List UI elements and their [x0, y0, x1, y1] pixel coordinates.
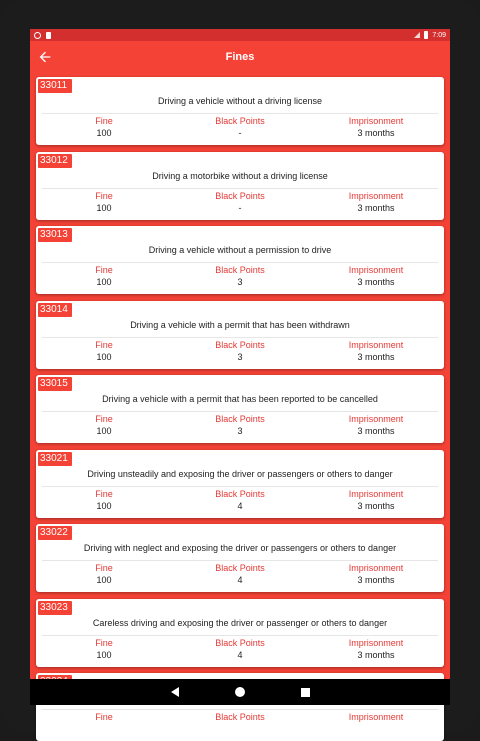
- app-bar: [30, 41, 450, 73]
- black-points-value: -: [238, 202, 242, 213]
- imprisonment-column: [308, 339, 444, 363]
- fine-column: [36, 711, 172, 723]
- fine-code-badge: 33022: [38, 526, 72, 540]
- imprisonment-value: 3 months: [357, 575, 395, 585]
- fine-description: Driving with neglect and exposing the driver or passengers or others to danger: [83, 543, 397, 553]
- fine-details: [36, 413, 444, 437]
- fine-label: Fine: [95, 265, 113, 275]
- fine-value: 100: [96, 426, 112, 436]
- battery-icon: [424, 31, 428, 39]
- imprisonment-value: 3 months: [357, 202, 395, 213]
- black-points-value: -: [238, 128, 242, 138]
- fine-column: [36, 190, 172, 214]
- imprisonment-column: [308, 264, 444, 288]
- imprisonment-label: Imprisonment: [348, 488, 404, 499]
- fine-value: 100: [96, 351, 112, 362]
- imprisonment-value: 3 months: [357, 277, 395, 287]
- imprisonment-column: [308, 413, 444, 437]
- fine-value: 100: [96, 649, 112, 660]
- black-points-column: [172, 711, 308, 723]
- imprisonment-value: 3 months: [357, 649, 395, 660]
- screen: [30, 29, 450, 722]
- fine-details: [36, 115, 444, 139]
- black-points-column: [172, 190, 308, 214]
- black-points-label: Black Points: [215, 637, 265, 648]
- page-title: Fines: [225, 51, 255, 63]
- fine-details: [36, 339, 444, 363]
- fine-description: Driving a vehicle without a permission to drive: [148, 245, 332, 255]
- fine-value: 100: [96, 277, 112, 287]
- fine-label: Fine: [95, 339, 113, 350]
- divider: [42, 411, 438, 412]
- fine-label: Fine: [95, 116, 113, 126]
- fine-description: Driving unsteadily and exposing the driver or passengers or others to danger: [87, 468, 393, 479]
- divider: [42, 709, 438, 710]
- back-arrow-icon[interactable]: [37, 49, 53, 65]
- imprisonment-column: [308, 488, 444, 512]
- fine-card[interactable]: [36, 524, 444, 592]
- fine-code-badge: 33011: [38, 79, 72, 93]
- black-points-column: [172, 413, 308, 437]
- fine-label: Fine: [95, 414, 113, 424]
- fine-column: [36, 637, 172, 661]
- black-points-label: Black Points: [215, 116, 265, 126]
- black-points-label: Black Points: [215, 563, 265, 573]
- imprisonment-label: Imprisonment: [348, 712, 404, 722]
- black-points-value: 3: [237, 351, 243, 362]
- divider: [42, 486, 438, 487]
- fine-label: Fine: [95, 637, 113, 648]
- black-points-column: [172, 637, 308, 661]
- black-points-label: Black Points: [215, 339, 265, 350]
- fine-label: Fine: [95, 190, 113, 201]
- divider: [42, 337, 438, 338]
- imprisonment-label: Imprisonment: [348, 637, 404, 648]
- fine-description: Driving a vehicle without a driving license: [157, 96, 323, 106]
- nav-home-icon[interactable]: [235, 687, 245, 697]
- black-points-value: 4: [237, 575, 243, 585]
- fine-value: 100: [96, 202, 112, 213]
- fine-card[interactable]: [36, 450, 444, 518]
- divider: [42, 262, 438, 263]
- fine-column: [36, 413, 172, 437]
- nav-recents-icon[interactable]: [301, 688, 310, 697]
- black-points-column: [172, 115, 308, 139]
- fine-label: Fine: [95, 563, 113, 573]
- sd-card-icon: [46, 32, 51, 39]
- fine-column: [36, 488, 172, 512]
- fine-details: [36, 264, 444, 288]
- divider: [42, 113, 438, 114]
- black-points-value: 4: [237, 649, 243, 660]
- fine-value: 100: [96, 128, 112, 138]
- fine-card[interactable]: [36, 301, 444, 369]
- fine-column: [36, 339, 172, 363]
- imprisonment-value: 3 months: [357, 128, 395, 138]
- imprisonment-label: Imprisonment: [348, 414, 404, 424]
- fine-card[interactable]: [36, 375, 444, 443]
- black-points-value: 4: [237, 500, 243, 511]
- nav-back-icon[interactable]: [171, 687, 179, 697]
- fine-code-badge: 33021: [38, 452, 72, 466]
- imprisonment-value: 3 months: [357, 351, 395, 362]
- black-points-label: Black Points: [215, 414, 265, 424]
- imprisonment-label: Imprisonment: [348, 265, 404, 275]
- navigation-bar: [30, 679, 450, 705]
- fine-details: [36, 190, 444, 214]
- notification-icon: [34, 32, 41, 39]
- fine-description: Careless driving and exposing the driver or passenger or others to danger: [92, 617, 388, 628]
- fine-code-badge: 33015: [38, 377, 72, 391]
- fine-column: [36, 264, 172, 288]
- imprisonment-column: [308, 562, 444, 586]
- black-points-column: [172, 339, 308, 363]
- fine-card[interactable]: [36, 77, 444, 145]
- divider: [42, 560, 438, 561]
- fine-value: 100: [96, 575, 112, 585]
- fine-column: [36, 115, 172, 139]
- fine-label: Fine: [95, 712, 113, 722]
- fine-description: Driving a motorbike without a driving license: [152, 170, 328, 181]
- black-points-label: Black Points: [215, 265, 265, 275]
- fine-details: [36, 562, 444, 586]
- fine-code-badge: 33012: [38, 154, 72, 168]
- fine-label: Fine: [95, 488, 113, 499]
- imprisonment-column: [308, 115, 444, 139]
- fine-details: [36, 711, 444, 723]
- fine-description: Driving a vehicle with a permit that has been reported to be cancelled: [102, 394, 378, 404]
- fine-details: [36, 637, 444, 661]
- fine-card[interactable]: [36, 599, 444, 667]
- black-points-value: 3: [237, 426, 243, 436]
- fine-details: [36, 488, 444, 512]
- black-points-column: [172, 264, 308, 288]
- black-points-value: 3: [237, 277, 243, 287]
- imprisonment-value: 3 months: [357, 500, 395, 511]
- divider: [42, 635, 438, 636]
- imprisonment-label: Imprisonment: [348, 339, 404, 350]
- fine-description: Driving a vehicle with a permit that has been withdrawn: [130, 319, 350, 330]
- status-time: 7:09: [432, 31, 446, 39]
- imprisonment-label: Imprisonment: [348, 563, 404, 573]
- fine-card[interactable]: [36, 226, 444, 294]
- status-bar: [30, 29, 450, 41]
- imprisonment-value: 3 months: [357, 426, 395, 436]
- fine-code-badge: 33014: [38, 303, 72, 317]
- fine-value: 100: [96, 500, 112, 511]
- black-points-label: Black Points: [215, 190, 265, 201]
- imprisonment-column: [308, 637, 444, 661]
- black-points-label: Black Points: [215, 488, 265, 499]
- black-points-label: Black Points: [215, 712, 265, 722]
- black-points-column: [172, 562, 308, 586]
- signal-icon: [414, 32, 420, 38]
- fine-card[interactable]: [36, 152, 444, 220]
- imprisonment-column: [308, 711, 444, 723]
- imprisonment-label: Imprisonment: [348, 190, 404, 201]
- fines-list[interactable]: [30, 73, 450, 722]
- imprisonment-column: [308, 190, 444, 214]
- fine-code-badge: 33013: [38, 228, 72, 242]
- fine-code-badge: 33023: [38, 601, 72, 615]
- fine-column: [36, 562, 172, 586]
- black-points-column: [172, 488, 308, 512]
- divider: [42, 188, 438, 189]
- imprisonment-label: Imprisonment: [348, 116, 404, 126]
